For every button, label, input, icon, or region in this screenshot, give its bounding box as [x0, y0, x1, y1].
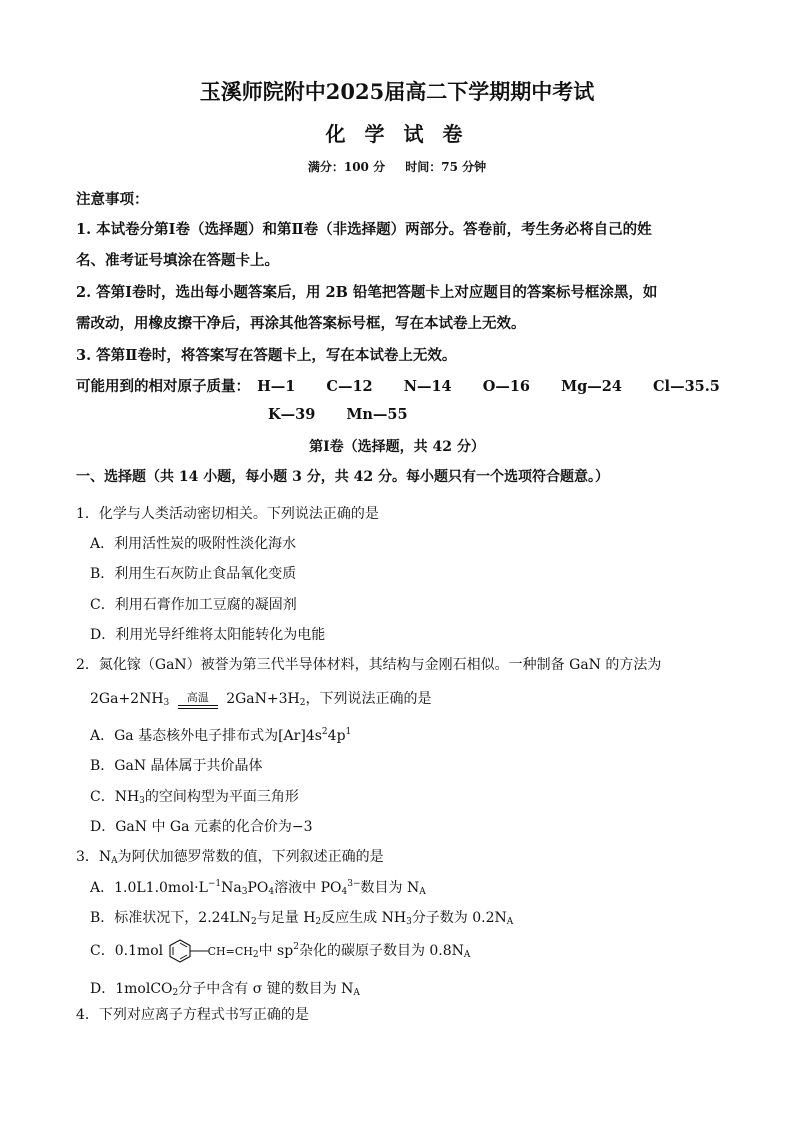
q3-stem: 3．$N_A$为阿伏加德罗常数的值，下列叙述正确的是	[76, 849, 384, 866]
full-score: 满分：100 分	[307, 160, 386, 174]
section-1-heading: 第Ⅰ卷（选择题，共 42 分）	[309, 439, 485, 455]
q1-option-c: C．利用石膏作加工豆腐的凝固剂	[90, 597, 297, 613]
q3-option-b: B．标准状况下，$2.24LN_2$与足量 $H_2$反应生成 $NH_3$分子数为 $0.2N_A$	[90, 910, 514, 927]
q2-equation: $2Ga+2NH_3$ 高温 $2GaN+3H_2$，下列说法正确的是	[90, 691, 432, 708]
atomic-mass-row-2	[268, 406, 408, 423]
equals-bar	[178, 705, 218, 709]
notice-item-2-line-2: 需改动，用橡皮擦干净后，再涂其他答案标号框，写在本试卷上无效。	[76, 315, 526, 332]
notice-item-2-line-1: 2. 答第Ⅰ卷时，选出每小题答案后，用 2B 铅笔把答题卡上对应题目的答案标号框涂黑，如	[76, 284, 658, 301]
mass-k: K—39	[268, 406, 316, 423]
mass-mn: Mn—55	[346, 406, 408, 423]
notice-heading: 注意事项：	[76, 191, 149, 208]
q3-option-d: D．1molCO$_2$分子中含有 σ 键的数目为 $N_A$	[90, 981, 360, 998]
q1-stem: 1．化学与人类活动密切相关。下列说法正确的是	[76, 506, 379, 522]
benzene-ring-icon	[168, 938, 208, 964]
reaction-condition: 高温	[178, 692, 218, 709]
notice-item-3: 3. 答第Ⅱ卷时，将答案写在答题卡上，写在本试卷上无效。	[76, 347, 457, 364]
mass-cl: Cl—35.5	[653, 378, 720, 395]
q2-option-a: A．Ga 基态核外电子排布式为$[Ar]4s^24p^1$	[90, 727, 352, 744]
q2-option-b: B．GaN 晶体属于共价晶体	[90, 758, 263, 774]
q3-option-c: C．0.1mol $CH=CH_2$中 $sp^2$杂化的碳原子数目为 $0.8N_A$	[90, 938, 470, 964]
atomic-mass-label: 可能用到的相对原子质量：	[76, 378, 250, 395]
q4-stem: 4．下列对应离子方程式书写正确的是	[76, 1007, 309, 1023]
notice-item-1-line-2: 名、准考证号填涂在答题卡上。	[76, 252, 279, 269]
part-1-title: 一、选择题（共 14 小题，每小题 3 分，共 42 分。每小题只有一个选项符合题意。）	[76, 469, 609, 485]
exam-subtitle: 化 学 试 卷	[325, 122, 469, 146]
exam-title: 玉溪师院附中2025届高二下学期期中考试	[199, 79, 595, 104]
q2-option-d: D．GaN 中 Ga 元素的化合价为−3	[90, 819, 313, 835]
q2-option-c: C．$NH_3$的空间构型为平面三角形	[90, 789, 299, 806]
atomic-mass-row-1	[76, 375, 720, 396]
mass-n: N—14	[403, 378, 452, 395]
q3-option-a: A．$1.0L1.0mol\cdot L^{-1}Na_3PO_4$溶液中 $PO_4^{3-}$数目为 $N_A$	[90, 879, 426, 897]
mass-h: H—1	[257, 378, 296, 395]
score-time-line	[0, 158, 794, 175]
q1-option-d: D．利用光导纤维将太阳能转化为电能	[90, 627, 326, 643]
mass-mg: Mg—24	[561, 378, 622, 395]
q1-option-a: A．利用活性炭的吸附性淡化海水	[90, 536, 297, 552]
q1-option-b: B．利用生石灰防止食品氧化变质	[90, 566, 297, 582]
notice-item-1-line-1: 1. 本试卷分第Ⅰ卷（选择题）和第Ⅱ卷（非选择题）两部分。答卷前，考生务必将自己的姓	[76, 221, 652, 238]
q2-stem: 2．氮化镓（GaN）被誉为第三代半导体材料，其结构与金刚石相似。一种制备 GaN 的方法为	[76, 657, 662, 673]
mass-c: C—12	[326, 378, 373, 395]
mass-o: O—16	[482, 378, 531, 395]
exam-time: 时间：75 分钟	[405, 160, 487, 174]
